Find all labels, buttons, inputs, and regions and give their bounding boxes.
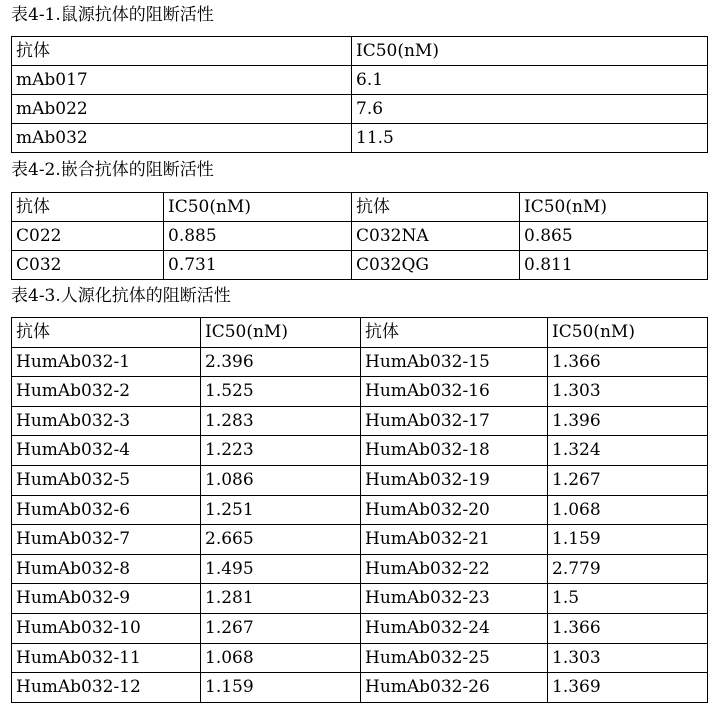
ic50-cell: 1.159 [201, 673, 361, 703]
table-4-3 [11, 317, 708, 703]
header-cell: IC50(nM) [548, 318, 708, 348]
table-header-row [12, 37, 708, 66]
ic50-cell: 0.811 [520, 251, 708, 280]
antibody-cell: HumAb032-9 [12, 584, 201, 614]
ic50-cell: 1.267 [201, 613, 361, 643]
antibody-cell: HumAb032-26 [361, 673, 548, 703]
ic50-cell: 7.6 [352, 95, 708, 124]
antibody-cell: HumAb032-8 [12, 554, 201, 584]
table-header-row [12, 318, 708, 348]
header-cell: IC50(nM) [352, 37, 708, 66]
ic50-cell: 1.223 [201, 436, 361, 466]
ic50-cell: 1.068 [201, 643, 361, 673]
ic50-cell: 1.303 [548, 643, 708, 673]
antibody-cell: C032NA [352, 222, 520, 251]
antibody-cell: HumAb032-24 [361, 613, 548, 643]
antibody-cell: HumAb032-7 [12, 525, 201, 555]
antibody-cell: HumAb032-25 [361, 643, 548, 673]
header-cell: 抗体 [361, 318, 548, 348]
header-cell: 抗体 [12, 318, 201, 348]
ic50-cell: 1.086 [201, 465, 361, 495]
antibody-cell: HumAb032-17 [361, 406, 548, 436]
table-header-row [12, 193, 708, 222]
ic50-cell: 6.1 [352, 66, 708, 95]
table-4-1 [11, 36, 708, 153]
ic50-cell: 1.281 [201, 584, 361, 614]
ic50-cell: 2.779 [548, 554, 708, 584]
table-row [12, 95, 708, 124]
table-row [12, 584, 708, 614]
ic50-cell: 1.303 [548, 377, 708, 407]
ic50-cell: 0.865 [520, 222, 708, 251]
antibody-cell: C032QG [352, 251, 520, 280]
table-row [12, 613, 708, 643]
table-4-1-caption: 表4-1.鼠源抗体的阻断活性 [11, 5, 214, 25]
table-row [12, 673, 708, 703]
antibody-cell: mAb017 [12, 66, 352, 95]
ic50-cell: 1.366 [548, 347, 708, 377]
ic50-cell: 1.159 [548, 525, 708, 555]
antibody-cell: HumAb032-12 [12, 673, 201, 703]
ic50-cell: 1.251 [201, 495, 361, 525]
header-cell: 抗体 [12, 37, 352, 66]
antibody-cell: mAb022 [12, 95, 352, 124]
table-row [12, 554, 708, 584]
table-row [12, 406, 708, 436]
header-cell: IC50(nM) [164, 193, 352, 222]
ic50-cell: 1.525 [201, 377, 361, 407]
ic50-cell: 1.366 [548, 613, 708, 643]
ic50-cell: 1.396 [548, 406, 708, 436]
ic50-cell: 1.267 [548, 465, 708, 495]
table-row [12, 525, 708, 555]
ic50-cell: 2.396 [201, 347, 361, 377]
antibody-cell: HumAb032-2 [12, 377, 201, 407]
antibody-cell: HumAb032-22 [361, 554, 548, 584]
antibody-cell: HumAb032-6 [12, 495, 201, 525]
antibody-cell: HumAb032-11 [12, 643, 201, 673]
ic50-cell: 0.885 [164, 222, 352, 251]
antibody-cell: HumAb032-18 [361, 436, 548, 466]
antibody-cell: HumAb032-16 [361, 377, 548, 407]
table-row [12, 347, 708, 377]
antibody-cell: HumAb032-20 [361, 495, 548, 525]
table-row [12, 251, 708, 280]
ic50-cell: 1.495 [201, 554, 361, 584]
antibody-cell: C022 [12, 222, 164, 251]
antibody-cell: HumAb032-1 [12, 347, 201, 377]
antibody-cell: HumAb032-4 [12, 436, 201, 466]
ic50-cell: 1.369 [548, 673, 708, 703]
antibody-cell: HumAb032-23 [361, 584, 548, 614]
antibody-cell: HumAb032-5 [12, 465, 201, 495]
table-row [12, 643, 708, 673]
header-cell: 抗体 [352, 193, 520, 222]
table-4-2-caption: 表4-2.嵌合抗体的阻断活性 [11, 160, 214, 180]
ic50-cell: 1.324 [548, 436, 708, 466]
antibody-cell: HumAb032-21 [361, 525, 548, 555]
antibody-cell: HumAb032-10 [12, 613, 201, 643]
ic50-cell: 1.5 [548, 584, 708, 614]
header-cell: 抗体 [12, 193, 164, 222]
table-4-2 [11, 192, 708, 280]
table-row [12, 222, 708, 251]
antibody-cell: mAb032 [12, 124, 352, 153]
header-cell: IC50(nM) [201, 318, 361, 348]
table-row [12, 436, 708, 466]
antibody-cell: HumAb032-19 [361, 465, 548, 495]
antibody-cell: C032 [12, 251, 164, 280]
ic50-cell: 0.731 [164, 251, 352, 280]
table-row [12, 495, 708, 525]
table-row [12, 465, 708, 495]
antibody-cell: HumAb032-3 [12, 406, 201, 436]
antibody-cell: HumAb032-15 [361, 347, 548, 377]
ic50-cell: 1.283 [201, 406, 361, 436]
table-row [12, 377, 708, 407]
header-cell: IC50(nM) [520, 193, 708, 222]
ic50-cell: 1.068 [548, 495, 708, 525]
table-4-3-caption: 表4-3.人源化抗体的阻断活性 [11, 286, 231, 306]
ic50-cell: 2.665 [201, 525, 361, 555]
table-row [12, 124, 708, 153]
ic50-cell: 11.5 [352, 124, 708, 153]
table-row [12, 66, 708, 95]
